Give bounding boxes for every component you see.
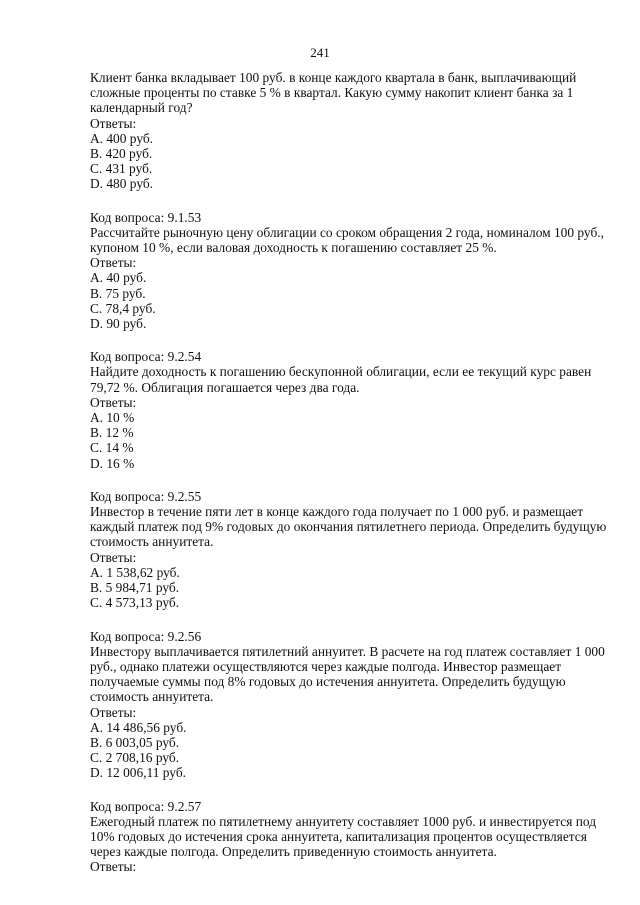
- answer-option: C. 2 708,16 руб.: [90, 750, 180, 766]
- question-block: [90, 488, 607, 611]
- answers-label: Ответы:: [90, 255, 137, 271]
- answer-option: A. 1 538,62 руб.: [90, 564, 180, 580]
- question-text-line: Ежегодный платеж по пятилетнему аннуитету составляет 1000 руб. и инвестируется под: [90, 813, 597, 829]
- answer-option: B. 420 руб.: [90, 146, 153, 162]
- question-text-line: руб., однако платежи осуществляются через каждые полгода. Инвестор размещает: [90, 658, 562, 674]
- answer-option: A. 40 руб.: [90, 270, 147, 286]
- question-text-line: стоимость аннуитета.: [90, 534, 214, 550]
- question-text-line: стоимость аннуитета.: [90, 689, 214, 705]
- question-text-line: Инвестору выплачивается пятилетний аннуитет. В расчете на год платеж составляет 1 000: [90, 643, 605, 659]
- question-block: [90, 628, 605, 781]
- answer-option: B. 6 003,05 руб.: [90, 734, 180, 750]
- answer-option: B. 75 руб.: [90, 285, 146, 301]
- answer-option: D. 480 руб.: [90, 176, 153, 192]
- question-text-line: Клиент банка вкладывает 100 руб. в конце каждого квартала в банк, выплачивающий: [90, 70, 577, 85]
- question-text-line: Инвестор в течение пяти лет в конце каждого года получает по 1 000 руб. и размещает: [90, 504, 584, 520]
- question-text-line: календарный год?: [90, 100, 193, 116]
- question-code: Код вопроса: 9.1.53: [90, 209, 202, 225]
- question-code: Код вопроса: 9.2.57: [90, 798, 202, 814]
- answers-label: Ответы:: [90, 394, 137, 410]
- question-text-line: 79,72 %. Облигация погашается через два года.: [90, 379, 360, 395]
- answer-option: C. 78,4 руб.: [90, 300, 156, 316]
- question-text-line: сложные проценты по ставке 5 % в квартал. Какую сумму накопит клиент банка за 1: [90, 85, 574, 101]
- answers-label: Ответы:: [90, 115, 137, 131]
- answer-option: B. 12 %: [90, 425, 134, 441]
- question-text-line: купоном 10 %, если валовая доходность к погашению составляет 25 %.: [90, 240, 497, 256]
- answer-option: D. 16 %: [90, 455, 135, 471]
- question-block: [90, 209, 604, 332]
- answer-option: D. 12 006,11 руб.: [90, 765, 186, 781]
- answer-option: C. 431 руб.: [90, 161, 153, 177]
- answer-option: A. 14 486,56 руб.: [90, 719, 187, 735]
- answer-option: D. 90 руб.: [90, 316, 147, 332]
- question-code: Код вопроса: 9.2.56: [90, 628, 202, 644]
- question-code: Код вопроса: 9.2.54: [90, 349, 202, 365]
- question-text-line: Найдите доходность к погашению бескупонной облигации, если ее текущий курс равен: [90, 364, 592, 380]
- question-text-line: каждый платеж под 9% годовых до окончания пятилетнего периода. Определить будущую: [90, 519, 607, 535]
- question-block: [90, 799, 600, 875]
- question-block: [90, 349, 600, 471]
- answer-option: C. 14 %: [90, 440, 134, 456]
- question-block: [90, 70, 600, 192]
- answers-label: Ответы:: [90, 859, 137, 875]
- answers-label: Ответы:: [90, 549, 137, 565]
- question-text-line: Рассчитайте рыночную цену облигации со сроком обращения 2 года, номиналом 100 руб.,: [90, 224, 604, 240]
- answer-option: A. 400 руб.: [90, 130, 153, 146]
- page-content: [90, 70, 607, 893]
- answer-option: A. 10 %: [90, 410, 135, 426]
- page-number: 241: [310, 45, 330, 60]
- answer-option: C. 4 573,13 руб.: [90, 595, 180, 611]
- question-text-line: через каждые полгода. Определить приведенную стоимость аннуитета.: [90, 844, 497, 860]
- question-text-line: 10% годовых до истечения срока аннуитета, капитализация процентов осуществляется: [90, 828, 587, 844]
- question-text-line: получаемые суммы под 8% годовых до истечения аннуитета. Определить будущую: [90, 674, 566, 690]
- answer-option: B. 5 984,71 руб.: [90, 580, 180, 596]
- answers-label: Ответы:: [90, 704, 137, 720]
- question-code: Код вопроса: 9.2.55: [90, 488, 202, 504]
